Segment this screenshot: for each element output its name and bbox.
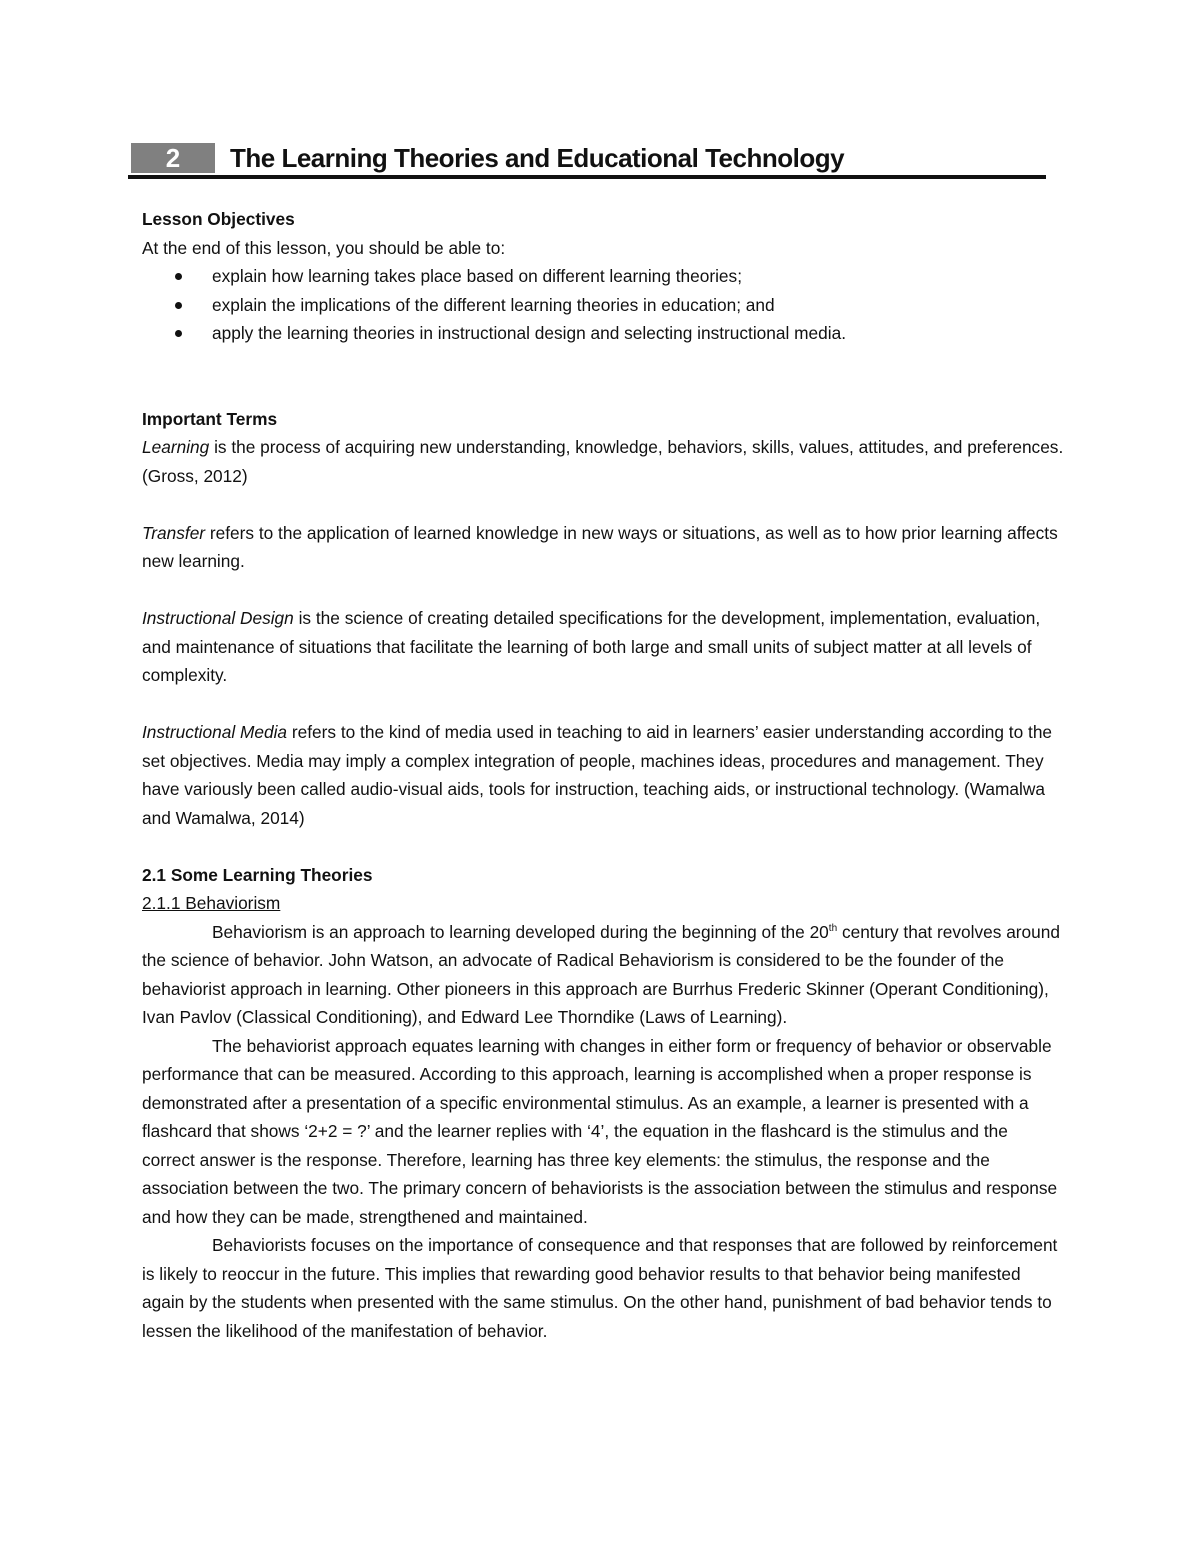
term-name: Learning [142, 437, 210, 457]
objective-item [142, 262, 1064, 291]
body-paragraph [142, 918, 1064, 1032]
term-text: is the process of acquiring new understanding, knowledge, behaviors, skills, values, attitudes, and preferences. (Gross, 2012) [142, 437, 1064, 486]
document-body [142, 205, 1064, 1345]
term-definition [142, 433, 1064, 490]
section-heading: 2.1 Some Learning Theories [142, 864, 373, 885]
objective-text: apply the learning theories in instructional design and selecting instructional media. [212, 323, 847, 343]
paragraph-text: Behaviorism is an approach to learning developed during the beginning of the 20 [212, 921, 829, 942]
term-definition [142, 604, 1064, 690]
terms-heading: Important Terms [142, 408, 278, 429]
chapter-title: The Learning Theories and Educational Technology [230, 143, 845, 173]
objective-item [142, 291, 1064, 320]
term-definition [142, 519, 1064, 576]
term-text: refers to the kind of media used in teaching to aid in learners’ easier understanding according to the set objectives. Media may imply a complex integration of people, machines ideas, procedures and management. They have variously been called audio-visual aids, tools for instruction, teaching aids, or instructional technology. (Wamalwa and Wamalwa, 2014) [142, 722, 1053, 828]
objectives-heading: Lesson Objectives [142, 209, 295, 229]
bullet-icon [175, 302, 182, 309]
objectives-intro: At the end of this lesson, you should be able to: [142, 237, 506, 258]
objectives-list [142, 262, 1064, 348]
body-paragraph: The behaviorist approach equates learning with changes in either form or frequency of behavior or observable performance that can be measured. According to this approach, learning is accomplished when a proper response is demonstrated after a presentation of a specific environmental stimulus. As an example, a learner is presented with a flashcard that shows ‘2+2 = ?’ and the learner replies with ‘4’, the equation in the flashcard is the stimulus and the correct answer is the response. Therefore, learning has three key elements: the stimulus, the response and the association between the two. The primary concern of behaviorists is the association between the stimulus and response and how they can be made, strengthened and maintained. [142, 1035, 1058, 1227]
term-text: is the science of creating detailed specifications for the development, implementation, evaluation, and maintenance of situations that facilitate the learning of both large and small units of subject matter at all levels of complexity. [142, 608, 1041, 685]
bullet-icon [175, 330, 182, 337]
objective-text: explain how learning takes place based on different learning theories; [212, 266, 742, 286]
term-name: Instructional Design [142, 608, 294, 628]
objective-item [142, 319, 1064, 348]
chapter-number: 2 [131, 143, 215, 173]
term-definition [142, 718, 1064, 832]
body-paragraph: Behaviorists focuses on the importance of consequence and that responses that are followed by reinforcement is likely to reoccur in the future. This implies that rewarding good behavior results to that behavior being manifested again by the students when presented with the same stimulus. On the other hand, punishment of bad behavior tends to lessen the likelihood of the manifestation of behavior. [142, 1235, 1058, 1341]
term-name: Instructional Media [142, 722, 288, 742]
term-name: Transfer [142, 522, 206, 543]
term-text: refers to the application of learned knowledge in new ways or situations, as well as to how prior learning affects new learning. [142, 522, 1058, 571]
bullet-icon [175, 273, 182, 280]
objective-text: explain the implications of the different learning theories in education; and [212, 294, 775, 315]
chapter-header [128, 143, 1046, 179]
paragraph-text: century that revolves around the science of behavior. John Watson, an advocate of Radical Behaviorism is considered to be the founder of the behaviorist approach in learning. Other pioneers in this approach are Burrhus Frederic Skinner (Operant Conditioning), Ivan Pavlov (Classical Conditioning), and Edward Lee Thorndike (Laws of Learning). [142, 921, 1060, 1027]
superscript: th [828, 922, 838, 934]
subsection-heading: 2.1.1 Behaviorism [142, 893, 281, 913]
